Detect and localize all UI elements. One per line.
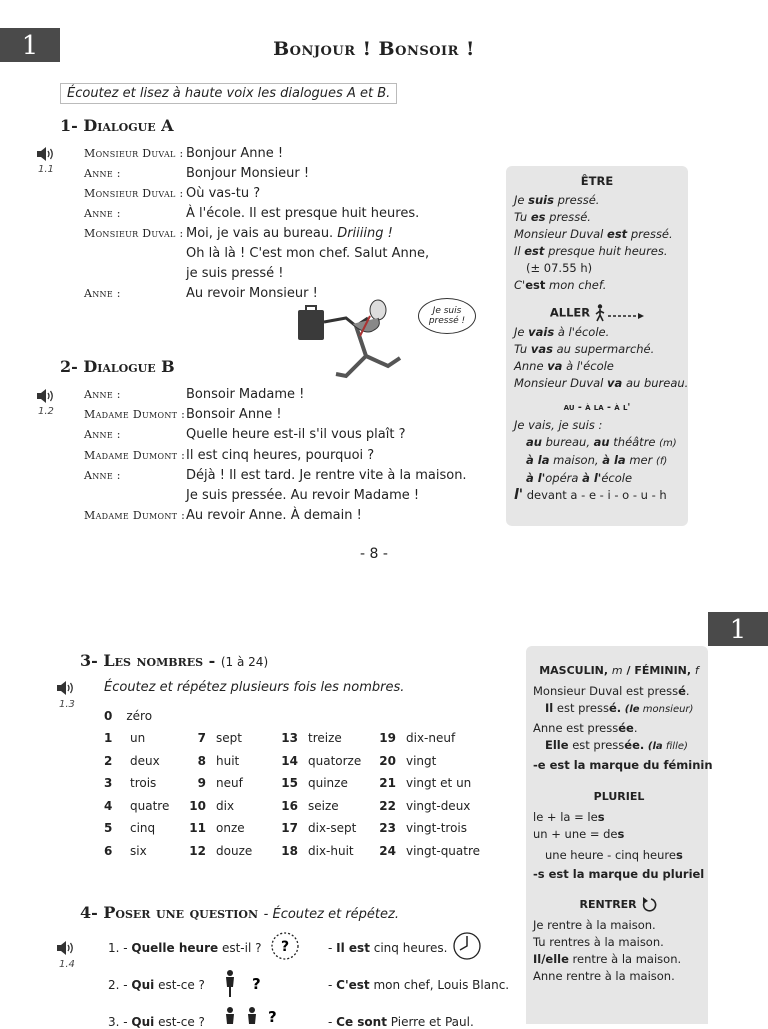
number-item: 16 seize — [281, 798, 339, 813]
number-item: 10 dix — [189, 798, 235, 813]
dialogue-a-heading: 1- Dialogue A — [60, 116, 174, 135]
audio-button-a[interactable] — [36, 146, 56, 165]
number-item: 21 vingt et un — [379, 776, 472, 791]
track-label: 1.3 — [59, 699, 75, 710]
au-line-2: à la maison, à la mer (f) — [526, 453, 668, 467]
number-item: 23 vingt-trois — [379, 821, 467, 836]
dialogue-line — [84, 407, 504, 427]
svg-text:?: ? — [252, 975, 261, 993]
speaker-label: Anne : — [84, 287, 121, 300]
chapter-number: 1 — [729, 615, 747, 645]
aller-line: Monsieur Duval va au bureau. — [514, 376, 689, 390]
number-item: 17 dix-sept — [281, 821, 357, 836]
question-clock-icon — [270, 931, 300, 961]
speaker-icon — [36, 147, 56, 161]
question-row-1: 1. - Quelle heure est-il ? — [108, 941, 262, 955]
track-label: 1.4 — [59, 959, 75, 970]
number-item: 14 quatorze — [281, 753, 362, 768]
grammar-box-etre — [506, 166, 688, 526]
au-title: au - à la - à l' — [563, 402, 631, 413]
audio-button-questions[interactable] — [56, 940, 76, 959]
etre-line: Tu es pressé. — [514, 210, 591, 224]
dialogue-text: Je suis pressée. Au revoir Madame ! — [186, 487, 420, 503]
rentrer-title: RENTRER — [533, 897, 705, 913]
dialogue-text: Au revoir Monsieur ! — [186, 286, 318, 301]
au-rule: l' devant a - e - i - o - u - h — [514, 487, 667, 503]
chapter-tab — [708, 612, 768, 646]
question-heading: 4- Poser une question - Écoutez et répétez. — [80, 903, 399, 922]
number-item: 5 cinq — [104, 821, 156, 836]
number-item: 24 vingt-quatre — [379, 844, 481, 858]
answer-row-1: - Il est cinq heures. — [328, 941, 448, 955]
plural-rule: -s est la marque du pluriel — [533, 867, 705, 881]
audio-button-b[interactable] — [36, 388, 56, 407]
dialogue-b — [84, 387, 504, 528]
gender-line-1: Monsieur Duval est pressé. — [533, 684, 690, 698]
question-row-3: 3. - Qui est-ce ? — [108, 1015, 205, 1029]
audio-button-numbers[interactable] — [56, 680, 76, 699]
dialogue-line — [84, 226, 504, 246]
person-question-icon — [222, 969, 270, 999]
number-item: 13 treize — [281, 731, 342, 745]
number-item: 11 onze — [189, 821, 245, 836]
dialogue-text: Bonsoir Anne ! — [186, 407, 282, 423]
etre-line: Je suis pressé. — [514, 193, 600, 207]
dialogue-line — [84, 246, 504, 266]
au-line-1: au bureau, au théâtre (m) — [526, 435, 677, 449]
rentrer-line-1: Je rentre à la maison. — [533, 918, 656, 932]
speaker-icon — [56, 941, 76, 955]
dialogue-line — [84, 166, 504, 186]
dialogue-line — [84, 146, 504, 166]
speaker-label: Monsieur Duval : — [84, 227, 184, 240]
number-item: 22 vingt-deux — [379, 798, 471, 813]
track-label: 1.2 — [38, 406, 54, 417]
dialogue-text: Bonsoir Madame ! — [186, 387, 305, 402]
dialogue-text: À l'école. Il est presque huit heures. — [186, 206, 420, 221]
speech-bubble: Je suis pressé ! — [418, 298, 476, 334]
rentrer-line-2: Tu rentres à la maison. — [533, 935, 664, 949]
dialogue-line — [84, 508, 504, 528]
dialogue-text: Quelle heure est-il s'il vous plaît ? — [186, 427, 406, 443]
au-intro: Je vais, je suis : — [514, 418, 603, 432]
speaker-label: Anne : — [84, 207, 121, 220]
gender-line-4: Elle est pressée. (la fille) — [545, 738, 688, 752]
gender-line-3: Anne est pressée. — [533, 721, 638, 735]
aller-label: ALLER — [549, 305, 591, 320]
chapter-number: 1 — [21, 31, 39, 61]
number-item: 7 sept — [197, 731, 242, 745]
dialogue-line — [84, 186, 504, 206]
gender-title: MASCULIN, m / FÉMININ, f — [539, 664, 699, 677]
number-item: 6 six — [104, 844, 147, 858]
dialogue-text: Où vas-tu ? — [186, 186, 261, 201]
return-arrow-icon — [641, 897, 659, 913]
dialogue-text: Bonjour Monsieur ! — [186, 166, 310, 181]
number-item: 2 deux — [104, 753, 160, 768]
speaker-label: Anne : — [84, 388, 121, 401]
dialogue-line — [84, 488, 504, 508]
number-item: 18 dix-huit — [281, 844, 354, 858]
etre-time: (± 07.55 h) — [526, 261, 593, 275]
etre-line: Monsieur Duval est pressé. — [514, 227, 673, 241]
rentrer-line-3: Il/elle rentre à la maison. — [533, 952, 682, 966]
page-title: Bonjour ! Bonsoir ! — [273, 38, 475, 60]
dialogue-text: Déjà ! Il est tard. Je rentre vite à la maison. — [186, 467, 467, 483]
number-item: 1 un — [104, 731, 146, 745]
etre-line: C'est mon chef. — [514, 278, 607, 292]
dialogue-text: Il est cinq heures, pourquoi ? — [186, 447, 375, 463]
dialogue-text: Au revoir Anne. À demain ! — [186, 508, 362, 524]
track-label: 1.1 — [38, 164, 54, 175]
plural-line-3: une heure - cinq heures — [545, 848, 683, 862]
speaker-label: Madame Dumont : — [84, 448, 186, 462]
plural-line-2: un + une = des — [533, 827, 625, 841]
numbers-instruction: Écoutez et répétez plusieurs fois les nombres. — [104, 680, 405, 695]
numbers-heading: 3- Les nombres - (1 à 24) — [80, 651, 269, 670]
answer-row-3: - Ce sont Pierre et Paul. — [328, 1015, 474, 1029]
speaker-label: Anne : — [84, 468, 121, 482]
aller-line: Anne va à l'école — [514, 359, 614, 373]
etre-line: Il est presque huit heures. — [514, 244, 668, 258]
number-item: 15 quinze — [281, 776, 348, 791]
dialogue-line — [84, 427, 504, 447]
aller-line: Je vais à l'école. — [514, 325, 610, 339]
dialogue-text: Oh là là ! C'est mon chef. Salut Anne, — [186, 246, 430, 261]
number-zero: 0 zéro — [104, 709, 153, 723]
speaker-label: Monsieur Duval : — [84, 147, 184, 160]
number-item: 20 vingt — [379, 753, 437, 768]
number-item: 4 quatre — [104, 798, 170, 813]
answer-row-2: - C'est mon chef, Louis Blanc. — [328, 978, 510, 992]
au-line-3: à l'opéra à l'école — [526, 471, 633, 485]
dialogue-line — [84, 468, 504, 488]
number-item: 19 dix-neuf — [379, 731, 456, 745]
walking-arrow-icon — [594, 304, 644, 322]
feminine-rule: -e est la marque du féminin — [533, 758, 713, 772]
speaker-label: Monsieur Duval : — [84, 187, 184, 200]
speaker-label: Madame Dumont : — [84, 408, 186, 422]
svg-text:?: ? — [268, 1008, 277, 1024]
number-item: 12 douze — [189, 844, 253, 858]
speaker-label: Anne : — [84, 167, 121, 180]
dialogue-text: Bonjour Anne ! — [186, 146, 284, 161]
number-item: 8 huit — [197, 753, 240, 768]
speaker-icon — [56, 681, 76, 695]
etre-title: ÊTRE — [580, 174, 614, 188]
dialogue-line — [84, 266, 504, 286]
clock-icon — [452, 931, 482, 961]
speaker-icon — [36, 389, 56, 403]
dialogue-line — [84, 387, 504, 407]
question-row-2: 2. - Qui est-ce ? — [108, 978, 205, 992]
gender-line-2: Il est pressé. (le monsieur) — [545, 701, 694, 715]
speaker-label: Anne : — [84, 428, 121, 442]
instruction-box: Écoutez et lisez à haute voix les dialogues A et B. — [60, 83, 397, 104]
grammar-box-gender — [526, 646, 713, 1024]
pluriel-title: PLURIEL — [593, 790, 645, 803]
dialogue-text: Moi, je vais au bureau. Driiiing ! — [186, 226, 393, 241]
page-number: - 8 - — [360, 546, 388, 562]
dialogue-text: je suis pressé ! — [186, 266, 284, 281]
aller-line: Tu vas au supermarché. — [514, 342, 655, 356]
rentrer-line-4: Anne rentre à la maison. — [533, 969, 675, 983]
svg-text:?: ? — [280, 939, 290, 955]
aller-title — [514, 304, 680, 322]
dialogue-line — [84, 448, 504, 468]
speaker-label: Madame Dumont : — [84, 509, 186, 523]
people-question-icon — [222, 1006, 282, 1024]
dialogue-b-heading: 2- Dialogue B — [60, 357, 175, 376]
number-item: 3 trois — [104, 776, 157, 791]
dialogue-a — [84, 146, 504, 306]
plural-line-1: le + la = les — [533, 810, 605, 824]
number-item: 9 neuf — [197, 776, 243, 791]
dialogue-line — [84, 206, 504, 226]
